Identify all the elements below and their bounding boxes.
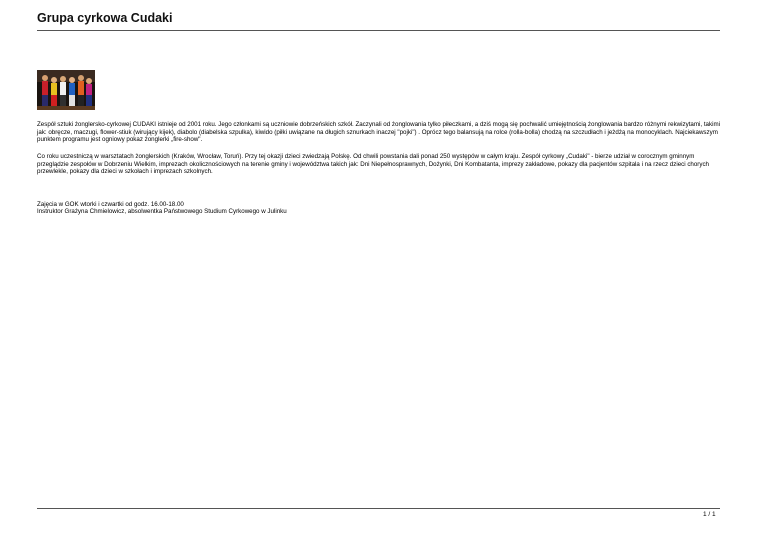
page-title: Grupa cyrkowa Cudaki: [37, 11, 173, 25]
intro-paragraph: Zespół sztuki żonglersko-cyrkowej CUDAKI istnieje od 2001 roku. Jego członkami są uczniowie dobrzeńskich szkół. Zaczynali od żonglowania tylko piłeczkami, a dziś mogą się pochwalić umiejętnością żonglowania bardzo różnymi rekwizytami, takimi jak: obręcze, maczugi, flower-stiuk (wirujący kijek), diabolo (diabelska szpulka), kiwido (piłki uwiązane na długich sznurkach inaczej "pojki") . Oprócz tego balansują na rolce (rolla-bolla) chodzą na szczudłach i jeżdżą na monocyklach. Najciekawszym punktem programu jest ogniowy pokaz żonglerki „fire-show".: [37, 121, 720, 144]
header-divider: [37, 30, 720, 31]
footer-divider: [37, 508, 720, 509]
instructor-line: Instruktor Grażyna Chmielowicz, absolwentka Państwowego Studium Cyrkowego w Julinku: [37, 208, 287, 215]
page-number: 1 / 1: [703, 511, 716, 518]
schedule-line: Zajęcia w GOK wtorki i czwartki od godz. 16.00-18.00: [37, 201, 184, 208]
group-photo: [37, 70, 95, 110]
activities-paragraph: Co roku uczestniczą w warsztatach żonglerskich (Kraków, Wrocław, Toruń). Przy tej okazji dzieci zwiedzają Polskę. Od chwili powstania dali ponad 250 występów w całym kraju. Zespół cyrkowy „Cudaki" - bierze udział w corocznym gminnym przeglądzie zespołów w Dobrzeniu Wielkim, imprezach okolicznościowych na terenie gminy i województwa takich jak: Dni Niepełnosprawnych, Dożynki, Dni Kombatanta, imprezy zakładowe, pokazy dla pacjentów szpitala i na rzecz dzieci chorych przewlekle, pokazy dla dzieci w szkołach i imprezach szkolnych.: [37, 153, 709, 176]
